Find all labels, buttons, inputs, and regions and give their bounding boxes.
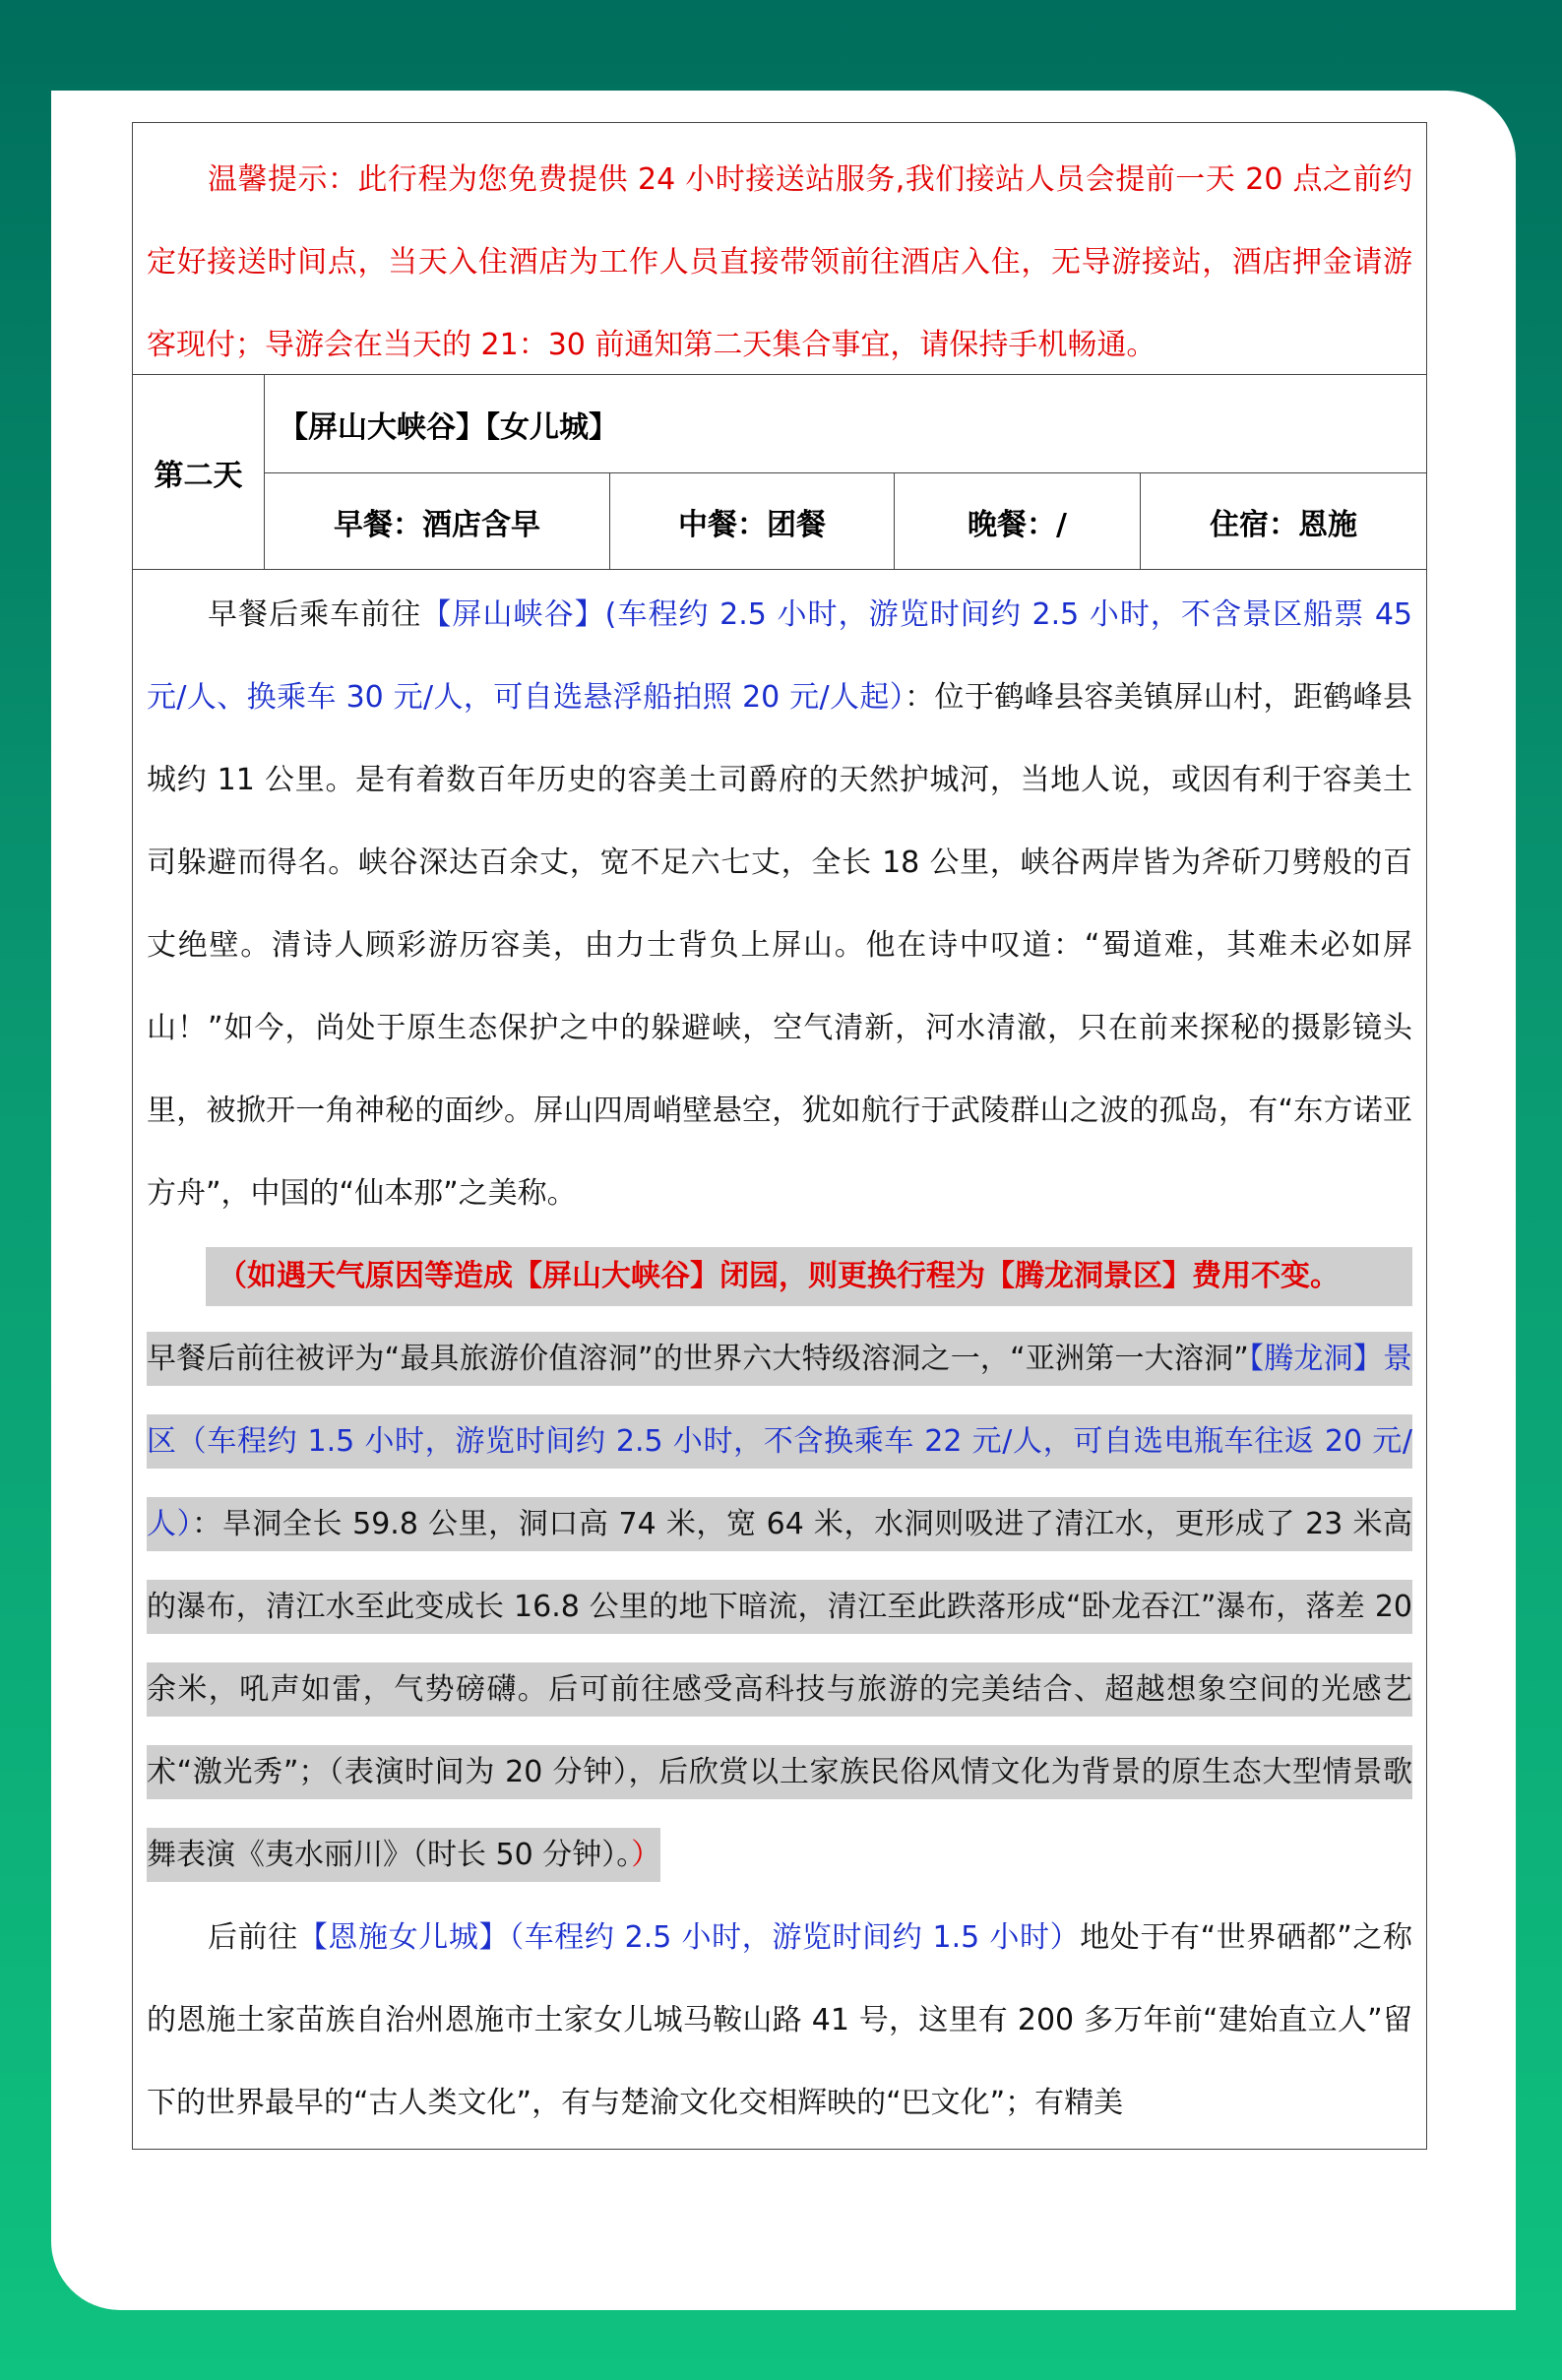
nuercheng-highlight: 【恩施女儿城】（车程约 2.5 小时，游览时间约 1.5 小时） [297,1920,1081,1955]
paragraph-pingshan [147,574,1412,1235]
tenglong-highlight: 【腾龙洞】景区（车程约 1.5 小时，游览时间约 2.5 小时，不含换乘车 22 元/人，可自选电瓶车往返 20 元/人） [147,1332,1412,1551]
alternative-block [147,1247,1412,1897]
pingshan-body: ：位于鹤峰县容美镇屏山村，距鹤峰县城约 11 公里。是有着数百年历史的容美土司爵府的天然护城河，当地人说，或因有利于容美土司躲避而得名。峡谷深达百余丈，宽不足六七丈，全长 18 公里，峡谷两岸皆为斧斫刀劈般的百丈绝壁。清诗人顾彩游历容美，由力士背负上屏山。他在诗中叹道：“蜀道难，其难未必如屏山！”如今，尚处于原生态保护之中的躲避峡，空气清新，河水清澈，只在前来探秘的摄影镜头里，被掀开一角神秘的面纱。屏山四周峭壁悬空，犹如航行于武陵群山之波的孤岛，有“东方诺亚方舟”，中国的“仙本那”之美称。 [147,680,1412,1211]
meal-dinner: 晚餐：/ [895,473,1141,569]
tip-notice [133,123,1426,375]
meal-hotel: 住宿：恩施 [1210,507,1357,542]
tenglong-body: ：旱洞全长 59.8 公里，洞口高 74 米，宽 64 米，水洞则吸进了清江水，更形成了 23 米高的瀑布，清江水至此变成长 16.8 公里的地下暗流，清江至此跌落形成“卧龙吞江”瀑布，落差 20 余米，吼声如雷，气势磅礴。后可前往感受高科技与旅游的完美结合、超越想象空间的光感艺术“激光秀”；（表演时间为 20 分钟），后欣赏以土家族民俗风情文化为背景的原生态大型情景歌舞表演《夷水丽川》（时长 50 分钟）。 [147,1497,1412,1882]
itinerary-table [132,122,1427,2150]
meal-breakfast: 早餐：酒店含早 [265,473,610,569]
day-header [133,375,1426,570]
meals-row [265,473,1426,569]
meal-lunch: 中餐：团餐 [610,473,895,569]
day-label: 第二天 [133,375,265,569]
alternative-heading: （如遇天气原因等造成【屏山大峡谷】闭园，则更换行程为【腾龙洞景区】费用不变。 [206,1247,1412,1306]
paragraph-nuercheng [147,1897,1412,2145]
nuercheng-body: 地处于有“世界硒都”之称的恩施土家苗族自治州恩施市土家女儿城马鞍山路 41 号，这里有 200 多万年前“建始直立人”留下的世界最早的“古人类文化”，有与楚渝文化交相辉映的“巴文化”；有精美 [147,1920,1412,2120]
pingshan-highlight: 【屏山峡谷】(车程约 2.5 小时，游览时间约 2.5 小时，不含景区船票 45 元/人、换乘车 30 元/人，可自选悬浮船拍照 20 元/人起） [147,597,1413,715]
tip-text: 温馨提示：此行程为您免费提供 24 小时接送站服务,我们接站人员会提前一天 20 点之前约定好接送时间点，当天入住酒店为工作人员直接带领前往酒店入住，无导游接站，酒店押金请游客现付；导游会在当天的 21：30 前通知第二天集合事宜，请保持手机畅通。 [147,162,1412,362]
pingshan-intro: 早餐后乘车前往 [208,597,422,632]
alternative-intro: 早餐后前往被评为“最具旅游价值溶洞”的世界六大特级溶洞之一，“亚洲第一大溶洞” [147,1332,1249,1386]
nuercheng-intro: 后前往 [208,1920,298,1955]
itinerary-content [133,570,1426,2145]
alternative-close: ） [631,1828,660,1882]
day-title: 【屏山大峡谷】【女儿城】 [265,375,1426,473]
day-info [265,375,1426,569]
